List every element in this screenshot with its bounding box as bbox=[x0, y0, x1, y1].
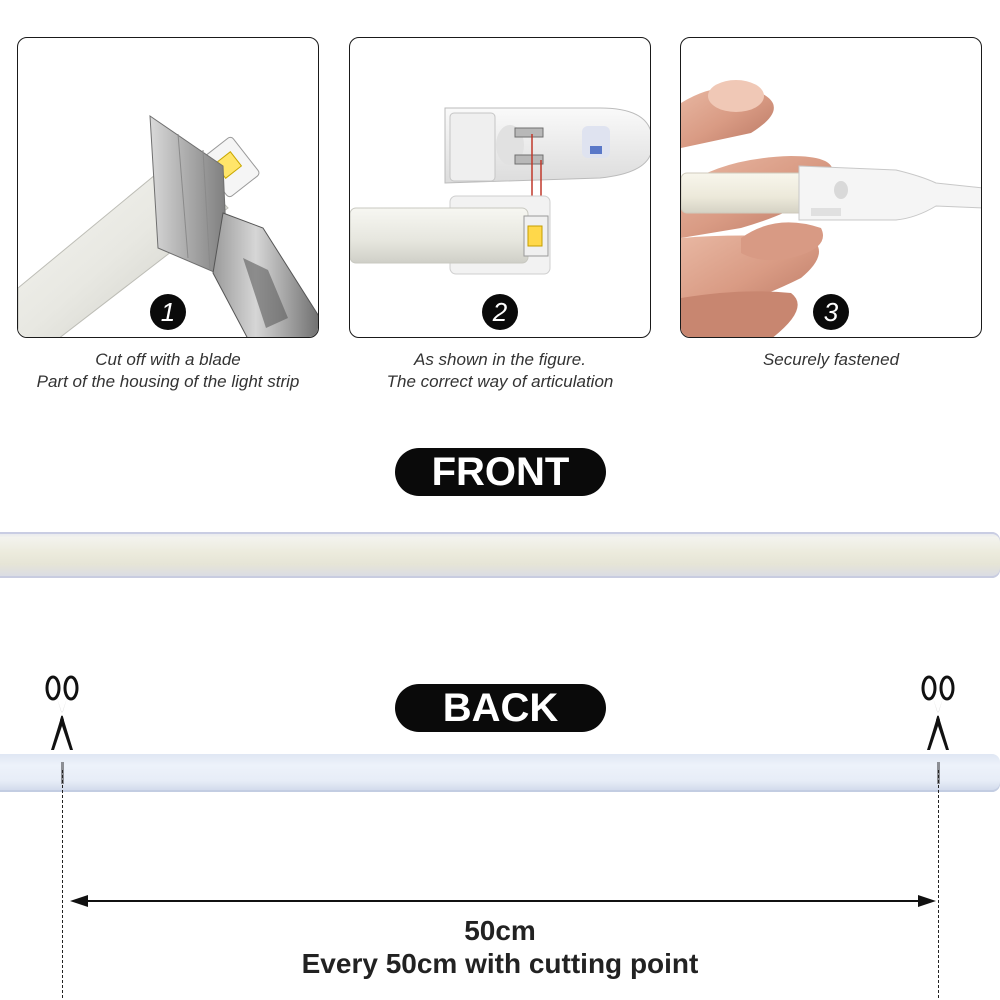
step-3-panel bbox=[680, 37, 982, 338]
caption-line: The correct way of articulation bbox=[386, 372, 614, 391]
caption-line: As shown in the figure. bbox=[414, 350, 586, 369]
connector-insertion-photo bbox=[350, 38, 651, 338]
step-1-caption bbox=[17, 349, 319, 393]
back-label: BACK bbox=[395, 684, 606, 732]
step-number-badge: 3 bbox=[813, 294, 849, 330]
dimension-length-label: 50cm bbox=[464, 915, 536, 946]
scissors-icon bbox=[45, 674, 79, 752]
double-arrow-icon bbox=[70, 886, 936, 916]
scissors-icon bbox=[921, 674, 955, 752]
step-number-badge: 1 bbox=[150, 294, 186, 330]
step-2-panel bbox=[349, 37, 651, 338]
step-2-caption bbox=[349, 349, 651, 393]
caption-line: Cut off with a blade bbox=[95, 350, 241, 369]
step-1-panel bbox=[17, 37, 319, 338]
caption-line: Securely fastened bbox=[762, 350, 900, 369]
light-strip-front bbox=[0, 532, 1000, 578]
step-3-caption bbox=[680, 349, 982, 371]
cutting-point-note: Every 50cm with cutting point bbox=[301, 948, 699, 979]
front-label: FRONT bbox=[395, 448, 606, 496]
step-number-badge: 2 bbox=[482, 294, 518, 330]
caption-line: Part of the housing of the light strip bbox=[36, 372, 300, 391]
light-strip-back bbox=[0, 754, 1000, 792]
blade-cutting-photo bbox=[18, 38, 319, 338]
hand-holding-connector-photo bbox=[681, 38, 982, 338]
